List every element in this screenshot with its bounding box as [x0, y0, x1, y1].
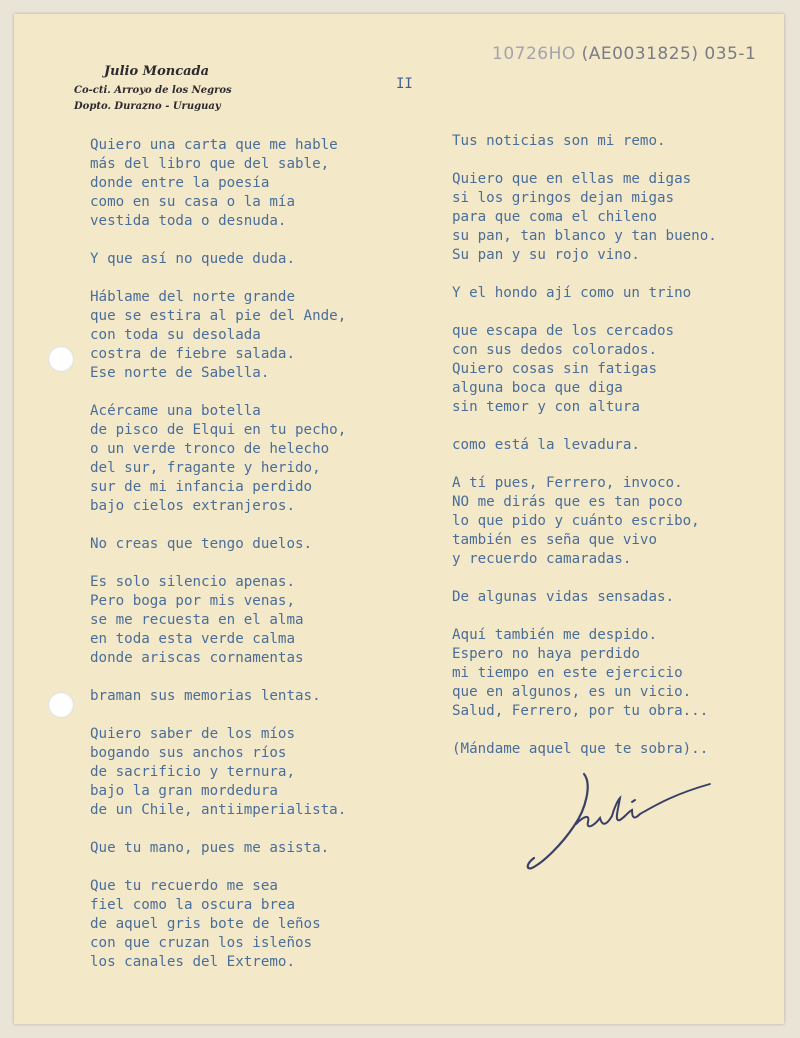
poem-line: Que tu mano, pues me asista.: [90, 840, 330, 856]
poem-stanza: [452, 132, 717, 151]
poem-stanza: [90, 288, 346, 383]
poem-line: NO me dirás que es tan poco: [452, 494, 683, 510]
poem-line: con que cruzan los isleños: [90, 935, 313, 951]
poem-line: con toda su desolada: [90, 327, 261, 343]
archive-ref-a: 10726HO: [492, 44, 576, 64]
poem-line: alguna boca que diga: [452, 380, 623, 396]
poem-line: bogando sus anchos ríos: [90, 745, 287, 761]
poem-line: De algunas vidas sensadas.: [452, 589, 675, 605]
poem-stanza: [90, 725, 346, 820]
poem-line: mi tiempo en este ejercicio: [452, 665, 683, 681]
poem-line: de sacrificio y ternura,: [90, 764, 295, 780]
poem-line: que escapa de los cercados: [452, 323, 675, 339]
poem-line: en toda esta verde calma: [90, 631, 295, 647]
poem-line: como en su casa o la mía: [90, 194, 295, 210]
poem-line: donde entre la poesía: [90, 175, 270, 191]
letterhead-name: Julio Moncada: [104, 64, 210, 79]
poem-stanza: [90, 573, 346, 668]
archive-ref-c: 035-1: [704, 44, 757, 64]
letterhead-address-line-2: Dopto. Durazno - Uruguay: [74, 101, 221, 112]
poem-stanza: [452, 626, 717, 721]
poem-line: Y el hondo ají como un trino: [452, 285, 692, 301]
letter-page: [14, 14, 784, 1024]
poem-left-column: [90, 136, 346, 991]
poem-line: No creas que tengo duelos.: [90, 536, 313, 552]
poem-stanza: [452, 740, 717, 759]
page-number: II: [396, 76, 413, 92]
poem-line: vestida toda o desnuda.: [90, 213, 287, 229]
poem-line: Que tu recuerdo me sea: [90, 878, 278, 894]
poem-line: y recuerdo camaradas.: [452, 551, 632, 567]
poem-line: bajo la gran mordedura: [90, 783, 278, 799]
poem-line: para que coma el chileno: [452, 209, 657, 225]
poem-stanza: [90, 877, 346, 972]
poem-line: de un Chile, antiimperialista.: [90, 802, 347, 818]
poem-stanza: [90, 535, 346, 554]
poem-line: lo que pido y cuánto escribo,: [452, 513, 700, 529]
poem-line: Es solo silencio apenas.: [90, 574, 295, 590]
poem-line: costra de fiebre salada.: [90, 346, 295, 362]
poem-line: si los gringos dejan migas: [452, 190, 675, 206]
poem-line: sin temor y con altura: [452, 399, 640, 415]
archive-ref-b: (AE0031825): [581, 44, 699, 64]
poem-stanza: [90, 136, 346, 231]
poem-line: o un verde tronco de helecho: [90, 441, 330, 457]
poem-stanza: [452, 436, 717, 455]
poem-line: Y que así no quede duda.: [90, 251, 295, 267]
punch-hole-bottom: [48, 692, 74, 718]
poem-line: Quiero saber de los míos: [90, 726, 295, 742]
poem-stanza: [452, 588, 717, 607]
poem-line: Quiero una carta que me hable: [90, 137, 338, 153]
handwritten-signature: [514, 764, 724, 874]
poem-line: Aquí también me despido.: [452, 627, 657, 643]
poem-line: sur de mi infancia perdido: [90, 479, 313, 495]
poem-stanza: [90, 839, 346, 858]
poem-line: Ese norte de Sabella.: [90, 365, 270, 381]
poem-stanza: [90, 687, 346, 706]
poem-line: más del libro que del sable,: [90, 156, 330, 172]
poem-line: Tus noticias son mi remo.: [452, 133, 666, 149]
poem-line: Espero no haya perdido: [452, 646, 640, 662]
poem-line: que se estira al pie del Ande,: [90, 308, 347, 324]
poem-line: Su pan y su rojo vino.: [452, 247, 640, 263]
poem-stanza: [452, 170, 717, 265]
poem-line: A tí pues, Ferrero, invoco.: [452, 475, 683, 491]
poem-stanza: [90, 250, 346, 269]
poem-line: Pero boga por mis venas,: [90, 593, 295, 609]
archive-reference: [492, 44, 756, 64]
poem-line: de pisco de Elqui en tu pecho,: [90, 422, 347, 438]
letterhead-address-line-1: Co-cti. Arroyo de los Negros: [74, 85, 232, 96]
poem-stanza: [90, 402, 346, 516]
poem-line: Quiero que en ellas me digas: [452, 171, 692, 187]
poem-stanza: [452, 474, 717, 569]
poem-line: también es seña que vivo: [452, 532, 657, 548]
poem-stanza: [452, 284, 717, 303]
poem-line: Salud, Ferrero, por tu obra...: [452, 703, 709, 719]
poem-line: del sur, fragante y herido,: [90, 460, 321, 476]
poem-line: que en algunos, es un vicio.: [452, 684, 692, 700]
poem-line: Quiero cosas sin fatigas: [452, 361, 657, 377]
poem-line: se me recuesta en el alma: [90, 612, 304, 628]
poem-right-column: [452, 132, 717, 778]
poem-line: bajo cielos extranjeros.: [90, 498, 295, 514]
punch-hole-top: [48, 346, 74, 372]
poem-line: fiel como la oscura brea: [90, 897, 295, 913]
poem-line: con sus dedos colorados.: [452, 342, 657, 358]
poem-line: Háblame del norte grande: [90, 289, 295, 305]
poem-line: como está la levadura.: [452, 437, 640, 453]
poem-line: (Mándame aquel que te sobra)..: [452, 741, 709, 757]
poem-line: Acércame una botella: [90, 403, 261, 419]
poem-line: los canales del Extremo.: [90, 954, 295, 970]
poem-line: de aquel gris bote de leños: [90, 916, 321, 932]
poem-line: donde ariscas cornamentas: [90, 650, 304, 666]
poem-line: braman sus memorias lentas.: [90, 688, 321, 704]
letterhead-stamp: [74, 64, 232, 115]
poem-line: su pan, tan blanco y tan bueno.: [452, 228, 717, 244]
poem-stanza: [452, 322, 717, 417]
